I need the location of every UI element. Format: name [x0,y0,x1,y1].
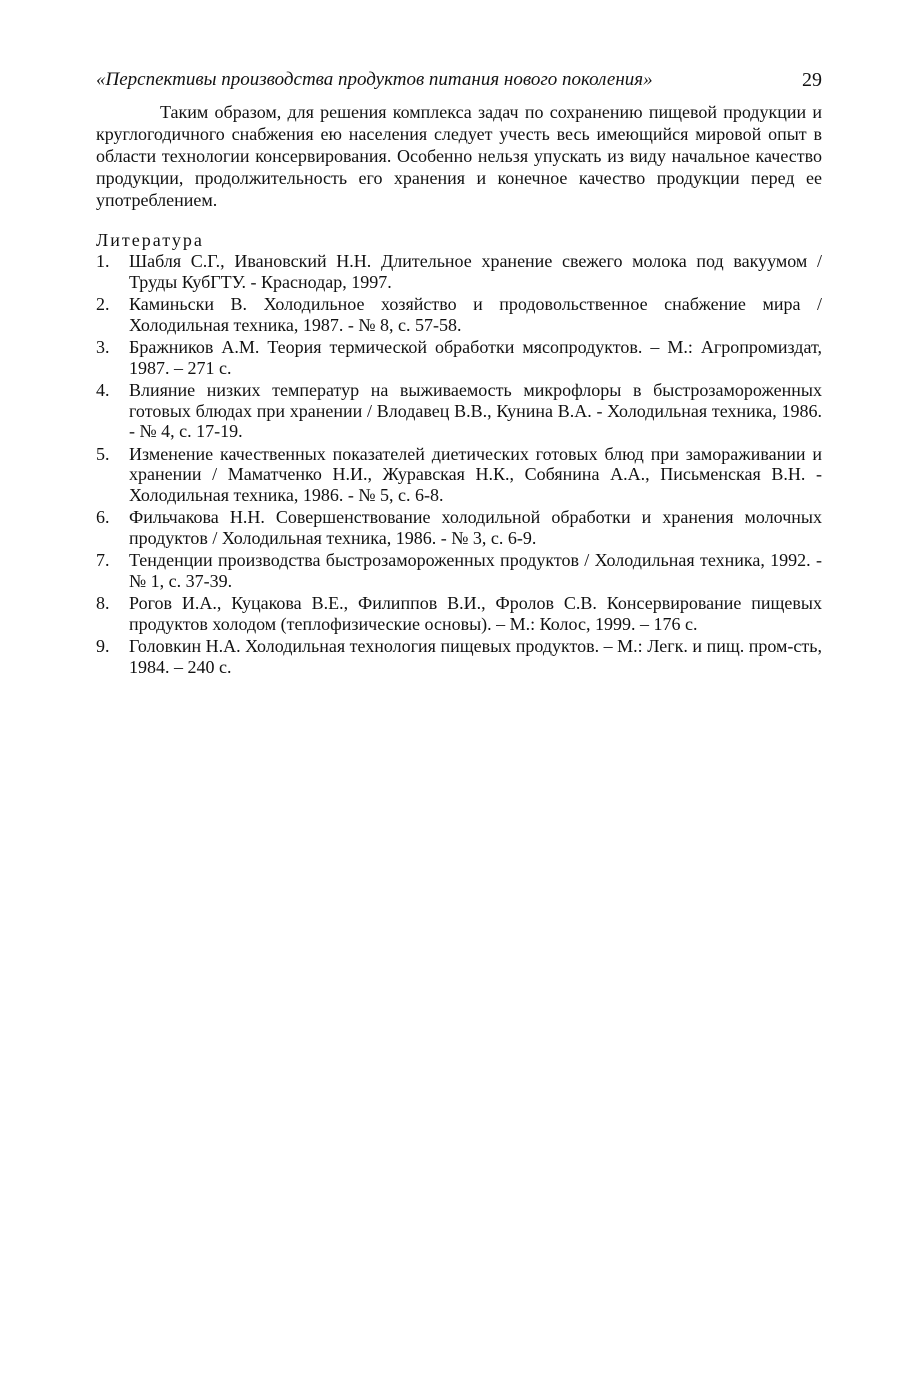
reference-text: Головкин Н.А. Холодильная технология пищевых продуктов. – М.: Легк. и пищ. пром-сть, 1984. – 240 с. [129,636,822,677]
reference-number: 4. [96,380,110,400]
reference-text: Фильчакова Н.Н. Совершенствование холодильной обработки и хранения молочных продуктов / Холодильная техника, 1986. - № 3, с. 6-9. [129,507,822,548]
reference-item [96,507,822,548]
reference-item [96,636,822,677]
running-head [96,66,822,94]
literature-heading: Литература [96,230,204,250]
reference-number: 7. [96,550,110,570]
reference-item [96,380,822,442]
reference-number: 8. [96,593,110,613]
reference-text: Изменение качественных показателей диетических готовых блюд при замораживании и хранении / Маматченко Н.И., Журавская Н.К., Собянина А.А., Письменская В.Н. - Холодильная техника, 1986. - № 5, с. 6-8. [129,443,822,505]
reference-item [96,337,822,378]
reference-number: 9. [96,636,110,656]
running-title: «Перспективы производства продуктов питания нового поколения» [96,69,653,90]
document-page [96,66,822,677]
reference-number: 1. [96,251,110,271]
reference-text: Бражников А.М. Теория термической обработки мясопродуктов. – М.: Агропромиздат, 1987. – 271 с. [129,337,822,378]
reference-item [96,550,822,591]
body-paragraph: Таким образом, для решения комплекса задач по сохранению пищевой продукции и круглогодичного снабжения ею населения следует учесть весь имеющийся мировой опыт в области технологии консервирования. Особенно нельзя упускать из виду начальное качество продукции, продолжительность его хранения и конечное качество продукции перед ее употреблением. [96,102,822,210]
reference-number: 5. [96,443,110,464]
reference-text: Шабля С.Г., Ивановский Н.Н. Длительное хранение свежего молока под вакуумом / Труды КубГТУ. - Краснодар, 1997. [129,251,822,292]
reference-list [96,251,822,677]
reference-text: Тенденции производства быстрозамороженных продуктов / Холодильная техника, 1992. - № 1, с. 37-39. [129,550,822,591]
reference-text: Каминьски В. Холодильное хозяйство и продовольственное снабжение мира / Холодильная техника, 1987. - № 8, с. 57-58. [129,294,822,335]
reference-item [96,444,822,506]
reference-number: 6. [96,507,110,527]
reference-item [96,593,822,634]
reference-number: 3. [96,337,110,357]
reference-text: Влияние низких температур на выживаемость микрофлоры в быстрозамороженных готовых блюдах при хранении / Влодавец В.В., Кунина В.А. - Холодильная техника, 1986. - № 4, с. 17-19. [129,380,822,441]
reference-text: Рогов И.А., Куцакова В.Е., Филиппов В.И., Фролов С.В. Консервирование пищевых продуктов холодом (теплофизические основы). – М.: Колос, 1999. – 176 с. [129,593,822,634]
reference-number: 2. [96,294,110,314]
reference-item [96,294,822,335]
reference-item [96,251,822,292]
page-number: 29 [802,69,822,91]
